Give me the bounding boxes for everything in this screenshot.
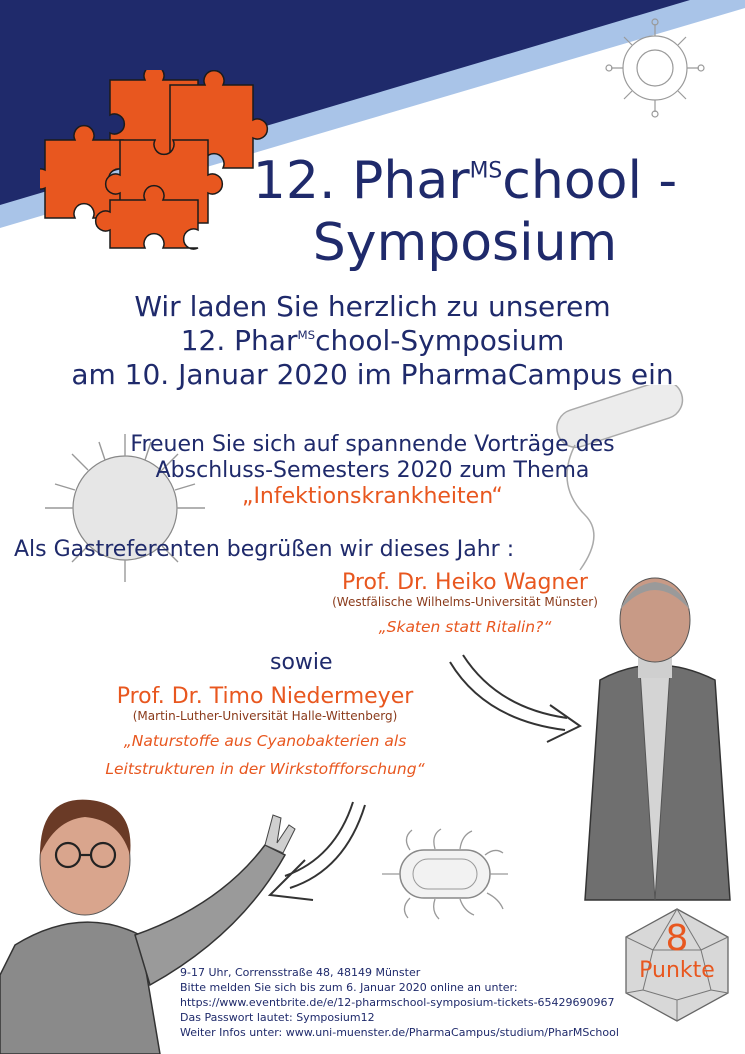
teaser-line2: Abschluss-Semesters 2020 zum Thema [155, 458, 590, 483]
guests-intro: Als Gastreferenten begrüßen wir dieses Jahr : [14, 537, 515, 562]
invitation-line2-prefix: 12. Phar [180, 324, 298, 357]
points-badge [618, 920, 736, 984]
footer-link-more-info[interactable]: Weiter Infos unter: www.uni-muenster.de/PharmaCampus/studium/PharMSchool [180, 1026, 619, 1039]
speaker1-block [300, 570, 630, 641]
speaker2-talk-line2: Leitstrukturen in der Wirkstoffforschung“ [105, 760, 425, 778]
speaker1-name: Prof. Dr. Heiko Wagner [342, 570, 588, 595]
invitation-text [20, 290, 725, 392]
invitation-line2-suffix: chool-Symposium [315, 324, 565, 357]
speaker2-name: Prof. Dr. Timo Niedermeyer [116, 684, 414, 709]
teaser-topic: „Infektionskrankheiten“ [242, 484, 503, 509]
speaker1-talk: „Skaten statt Ritalin?“ [378, 618, 552, 636]
footer-line-password: Das Passwort lautet: Symposium12 [180, 1011, 375, 1024]
title-line1-suffix: chool - [502, 151, 678, 211]
page-title [150, 150, 740, 274]
points-number: 8 [665, 918, 689, 959]
speaker2-block [70, 684, 460, 783]
teaser-text [80, 432, 665, 510]
bacterium-illustration-bottom [375, 825, 515, 925]
footer-info [180, 965, 619, 1040]
footer-line-time-location: 9-17 Uhr, Corrensstraße 48, 48149 Münster [180, 966, 421, 979]
speaker1-affiliation: (Westfälische Wilhelms-Universität Münster) [332, 595, 598, 609]
invitation-line2 [20, 324, 725, 358]
footer-line-registration: Bitte melden Sie sich bis zum 6. Januar 2020 online an unter: [180, 981, 518, 994]
speaker2-affiliation: (Martin-Luther-Universität Halle-Wittenberg) [132, 709, 398, 723]
title-line1-prefix: 12. Phar [252, 151, 470, 211]
footer-link-eventbrite[interactable]: https://www.eventbrite.de/e/12-pharmschool-symposium-tickets-65429690967 [180, 996, 615, 1009]
arrow-to-speaker1 [445, 650, 585, 750]
connector-text: sowie [270, 650, 333, 675]
speaker2-talk-line1: „Naturstoffe aus Cyanobakterien als [123, 732, 407, 750]
title-line1-superscript: MS [469, 158, 503, 184]
points-label: Punkte [639, 958, 715, 983]
invitation-line3: am 10. Januar 2020 im PharmaCampus ein [71, 358, 674, 391]
invitation-line1: Wir laden Sie herzlich zu unserem [134, 290, 611, 323]
teaser-line1: Freuen Sie sich auf spannende Vorträge des [130, 432, 615, 457]
virus-illustration [600, 10, 710, 120]
invitation-line2-superscript: MS [297, 327, 316, 342]
title-line2: Symposium [312, 213, 618, 273]
